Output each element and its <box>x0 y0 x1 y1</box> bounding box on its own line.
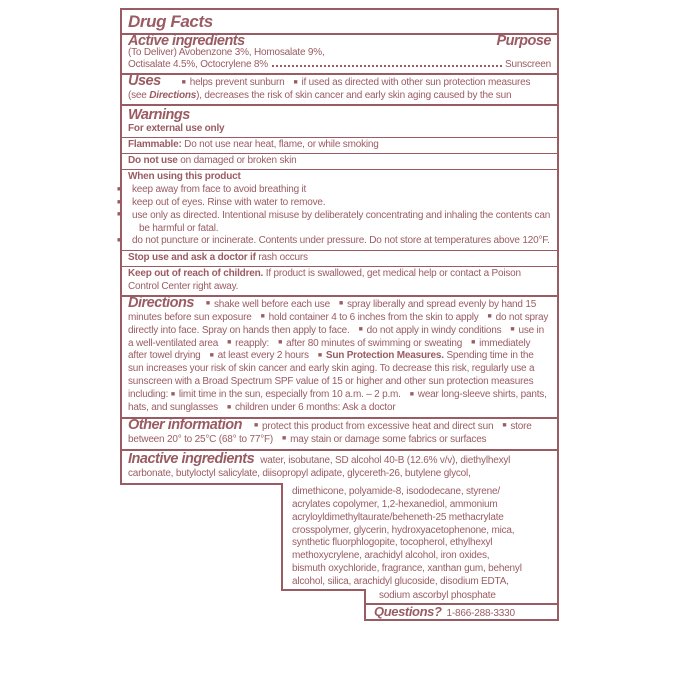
dotted-leader <box>272 65 502 67</box>
active-ingredients-header <box>128 33 551 49</box>
directions-bullet: do not apply in windy conditions <box>366 324 502 336</box>
inactive-ingredient-line: alcohol, silica, arachidyl glucoside, disodium EDTA, <box>292 576 509 588</box>
keep-out-label: Keep out of reach of children. <box>128 268 264 280</box>
directions-bullet: do not spray directly into face. Spray on hands then apply to face. <box>128 311 549 336</box>
directions-spm-bullet: wear long-sleeve shirts, pants, hats, and sunglasses <box>128 389 547 414</box>
inactive-ingredients-intro <box>120 451 557 483</box>
directions-bullet: use in a well-ventilated area <box>128 324 544 349</box>
questions-box <box>364 603 557 621</box>
drug-facts-label <box>117 8 559 621</box>
keep-out-text: If product is swallowed, get medical help or contact a Poison Control Center right away. <box>128 268 521 292</box>
bullet-icon: ■ <box>260 313 265 321</box>
questions-phone: 1-866-288-3330 <box>446 607 515 619</box>
drug-facts-title: Drug Facts <box>128 12 213 31</box>
directions-bullet: after 80 minutes of swimming or sweating <box>286 337 463 349</box>
when-using-row <box>117 169 559 250</box>
bullet-icon: ■ <box>282 435 287 443</box>
directions-bullet: spray liberally and spread evenly by hand 15 minutes before sun exposure <box>128 298 537 323</box>
when-using-bullet-text: keep away from face to avoid breathing it <box>132 184 307 196</box>
active-ingredients-section <box>120 33 559 73</box>
active-ingredient-line-2 <box>128 59 551 71</box>
directions-spm-bullet: children under 6 months: Ask a doctor <box>234 402 396 414</box>
bullet-icon: ■ <box>226 403 231 411</box>
directions-reference: Directions <box>149 89 197 101</box>
title-row <box>120 8 559 33</box>
bullet-icon: ■ <box>471 339 476 347</box>
warnings-section <box>120 104 559 137</box>
warnings-heading: Warnings <box>128 106 190 123</box>
external-use-line: For external use only <box>128 122 225 134</box>
when-using-bullet: ■ do not puncture or incinerate. Contents under pressure. Do not store at temperatures above 120°F. <box>117 235 550 247</box>
sun-protection-measures-text: Spending time in the sun increases your risk of skin cancer and early skin aging. To decrease this risk, regularly use a sunscreen with a Broad Spectrum SPF value of 15 or higher and other sun protection measures including: <box>128 350 535 401</box>
uses-section <box>120 73 559 103</box>
step-border-bottom <box>281 589 366 591</box>
bullet-icon: ■ <box>209 351 214 359</box>
uses-bullet-1: helps prevent sunburn <box>189 77 285 89</box>
inactive-ingredients-heading: Inactive ingredients <box>128 450 255 467</box>
inactive-ingredients-section <box>120 449 559 621</box>
keep-out-row <box>120 266 559 294</box>
purpose-value: Sunscreen <box>504 59 551 71</box>
active-ingredient-names: Octisalate 4.5%, Octocrylene 8% <box>128 59 268 71</box>
bullet-icon: ■ <box>487 313 492 321</box>
when-using-bullet-text: use only as directed. Intentional misuse by deliberately concentrating and inhaling the contents can be harmful or fatal. <box>132 209 551 234</box>
flammable-label: Flammable: <box>128 139 182 151</box>
bullet-icon: ■ <box>338 300 343 308</box>
directions-heading: Directions <box>128 294 194 311</box>
when-using-heading: When using this product <box>128 171 241 183</box>
bullet-icon: ■ <box>170 390 175 398</box>
when-using-bullet-text: keep out of eyes. Rinse with water to remove. <box>132 197 326 209</box>
when-using-bullet-text: do not puncture or incinerate. Contents under pressure. Do not store at temperatures above 120°F. <box>132 235 550 247</box>
do-not-use-row <box>120 153 559 169</box>
bullet-icon: ■ <box>502 422 507 430</box>
do-not-use-label: Do not use <box>128 155 178 167</box>
inactive-ingredient-line: acrylates copolymer, 1,2-hexanediol, ammonium <box>292 498 498 510</box>
directions-section <box>120 295 559 417</box>
bullet-icon: ■ <box>227 339 232 347</box>
inactive-ingredient-line: acryloyldimethyltaurate/beheneth-25 methacrylate <box>292 511 504 523</box>
bullet-icon: ■ <box>409 390 414 398</box>
inactive-ingredient-line: synthetic fluorphlogopite, tocopherol, ethylhexyl <box>292 537 493 549</box>
inactive-ingredients-intro-text: water, isobutane, SD alcohol 40-B (12.6% v/v), diethylhexyl carbonate, butyloctyl salicylate, diisopropyl adipate, glycereth-26, butylene glycol, <box>128 454 511 479</box>
other-information-section <box>120 417 559 449</box>
flammable-text: Do not use near heat, flame, or while smoking <box>184 139 379 151</box>
active-ingredient-line-1: (To Deliver) Avobenzone 3%, Homosalate 9%, <box>128 47 325 58</box>
inactive-ingredients-indented-list <box>281 483 557 589</box>
when-using-bullet: ■ keep out of eyes. Rinse with water to remove. <box>117 197 326 209</box>
directions-bullet: immediately after towel drying <box>128 337 531 362</box>
inactive-ingredient-line: dimethicone, polyamide-8, isododecane, styrene/ <box>292 485 500 497</box>
when-using-bullet: ■ keep away from face to avoid breathing it <box>117 184 307 196</box>
bullet-icon: ■ <box>293 78 298 86</box>
directions-spm-bullet: limit time in the sun, especially from 10 a.m. – 2 p.m. <box>178 389 401 401</box>
directions-bullet: reapply: <box>235 337 270 349</box>
when-using-bullet: ■ use only as directed. Intentional misuse by deliberately concentrating and inhaling the contents can be harmful or fatal. <box>117 209 551 234</box>
do-not-use-text: on damaged or broken skin <box>180 155 297 167</box>
bullet-icon: ■ <box>205 300 210 308</box>
sun-protection-measures-label: Sun Protection Measures. <box>325 350 444 362</box>
uses-bullet-2-post: ), decreases the risk of skin cancer and early skin aging caused by the sun <box>196 89 512 101</box>
inactive-ingredient-line: methoxycrylene, arachidyl alcohol, iron oxides, <box>292 550 490 562</box>
inactive-ingredient-line: crosspolymer, glycerin, hydroxyacetophenone, mica, <box>292 524 515 536</box>
bullet-icon: ■ <box>510 326 515 334</box>
other-information-heading: Other information <box>128 416 242 433</box>
other-information-bullet: may stain or damage some fabrics or surfaces <box>290 433 487 445</box>
step-border-top <box>120 483 283 485</box>
directions-bullet: at least every 2 hours <box>217 350 309 362</box>
bullet-icon: ■ <box>278 339 283 347</box>
other-information-bullet: store between 20° to 25°C (68° to 77°F) <box>128 420 532 445</box>
active-ingredients-heading: Active ingredients <box>128 33 245 49</box>
questions-heading: Questions? <box>374 603 442 619</box>
inactive-ingredient-line: bismuth oxychloride, fragrance, xanthan gum, behenyl <box>292 563 522 575</box>
stop-use-label: Stop use and ask a doctor if <box>128 252 256 264</box>
directions-bullet: shake well before each use <box>213 298 330 310</box>
bullet-icon: ■ <box>253 422 258 430</box>
uses-bullet-2-pre: if used as directed with other sun protection measures (see <box>128 77 531 101</box>
bullet-icon: ■ <box>358 326 363 334</box>
directions-bullet: hold container 4 to 6 inches from the skin to apply <box>268 311 479 323</box>
flammable-row <box>120 137 559 153</box>
stop-use-text: rash occurs <box>258 252 308 264</box>
purpose-heading: Purpose <box>496 33 551 49</box>
other-information-bullet: protect this product from excessive heat and direct sun <box>261 420 494 432</box>
bullet-icon: ■ <box>317 351 322 359</box>
bullet-icon: ■ <box>181 78 186 86</box>
inactive-ingredients-last-line: sodium ascorbyl phosphate <box>364 589 557 603</box>
stop-use-row <box>120 250 559 266</box>
uses-heading: Uses <box>128 73 161 90</box>
